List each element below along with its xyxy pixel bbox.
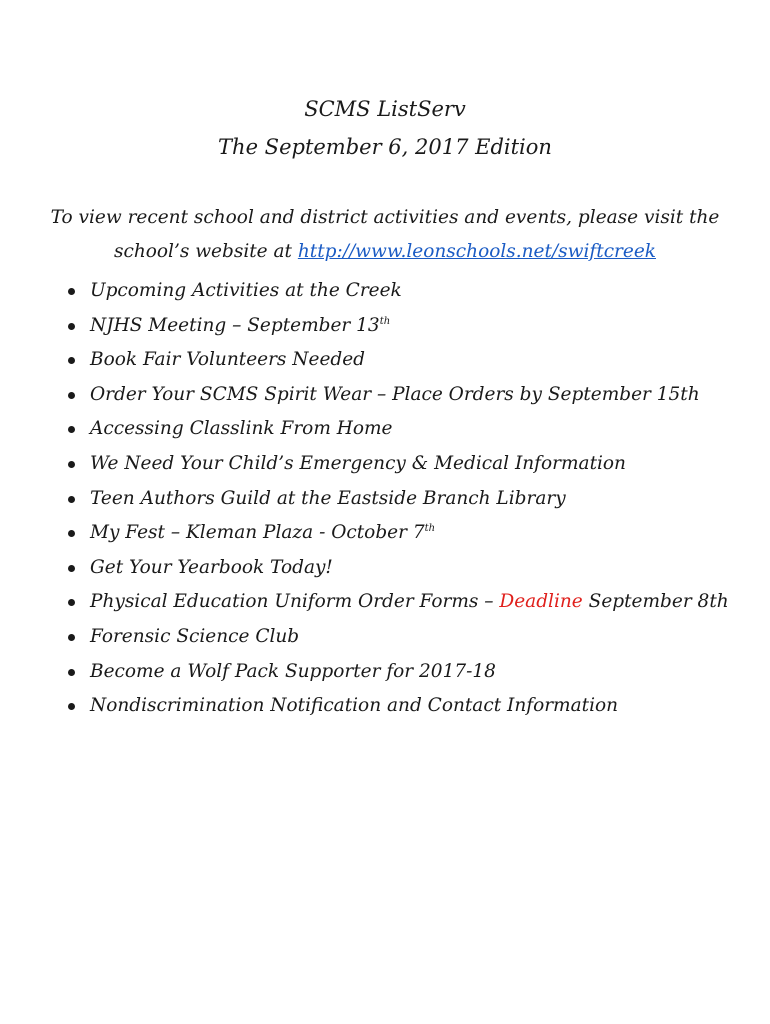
list-item — [0, 551, 770, 586]
list-item — [0, 585, 770, 620]
bullet-icon — [68, 461, 75, 468]
list-item — [0, 655, 770, 690]
item-text: Become a Wolf Pack Supporter for 2017-18 — [90, 660, 496, 682]
bullet-icon — [68, 426, 75, 433]
item-text-after: September 8th — [582, 591, 729, 613]
school-website-link[interactable]: http://www.leonschools.net/swiftcreek — [297, 241, 656, 262]
list-item — [0, 343, 770, 378]
bullet-icon — [68, 496, 75, 503]
item-superscript: th — [424, 523, 436, 535]
item-superscript: th — [379, 315, 391, 327]
bullet-icon — [68, 288, 75, 295]
list-item — [0, 309, 770, 344]
bullet-icon — [68, 703, 75, 710]
list-item — [0, 274, 770, 309]
item-text: Accessing Classlink From Home — [90, 418, 393, 440]
item-text: Order Your SCMS Spirit Wear – Place Orders by September 15th — [90, 383, 700, 405]
announcement-list — [0, 274, 770, 724]
list-item — [0, 689, 770, 724]
item-text: Nondiscrimination Notification and Contact Information — [90, 695, 619, 717]
item-text: Book Fair Volunteers Needed — [90, 349, 366, 371]
item-text: Teen Authors Guild at the Eastside Branch Library — [90, 487, 566, 509]
edition-subtitle: The September 6, 2017 Edition — [218, 135, 552, 159]
item-text: Forensic Science Club — [90, 625, 300, 647]
item-text: Physical Education Uniform Order Forms – — [90, 591, 500, 613]
list-item — [0, 378, 770, 413]
bullet-icon — [68, 669, 75, 676]
intro-paragraph — [48, 201, 722, 269]
item-text: My Fest – Kleman Plaza - October 7 — [90, 522, 425, 544]
bullet-icon — [68, 599, 75, 606]
bullet-icon — [68, 634, 75, 641]
item-text: We Need Your Child’s Emergency & Medical Information — [90, 452, 626, 474]
item-text: Get Your Yearbook Today! — [90, 556, 333, 578]
list-item — [0, 482, 770, 517]
item-text: Upcoming Activities at the Creek — [90, 280, 402, 301]
deadline-highlight: Deadline — [499, 591, 583, 613]
list-item — [0, 412, 770, 447]
list-item — [0, 620, 770, 655]
list-item — [0, 516, 770, 551]
intro-text: To view recent school and district activities and events, please visit the school’s website at — [50, 207, 720, 262]
document-title: SCMS ListServ — [304, 97, 466, 121]
list-item — [0, 447, 770, 482]
bullet-icon — [68, 565, 75, 572]
bullet-icon — [68, 530, 75, 537]
bullet-icon — [68, 357, 75, 364]
bullet-icon — [68, 392, 75, 399]
bullet-icon — [68, 323, 75, 330]
item-text: NJHS Meeting – September 13 — [90, 314, 380, 336]
